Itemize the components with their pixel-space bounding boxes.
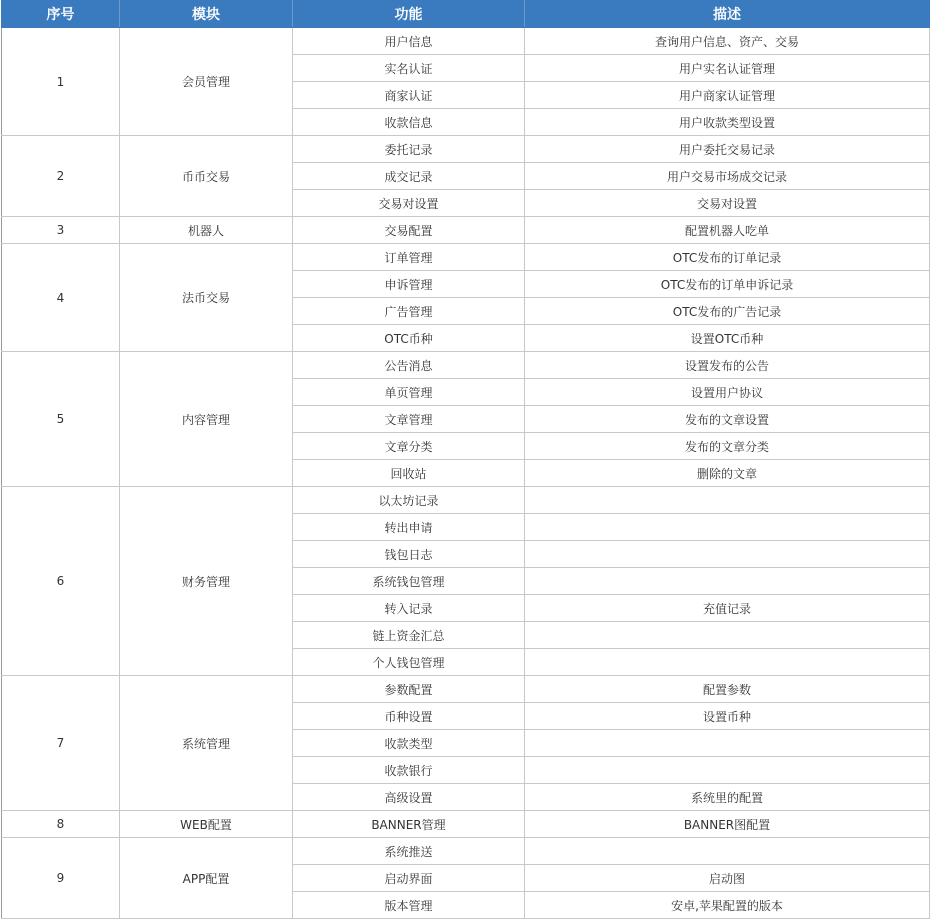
function-name: 钱包日志 (293, 541, 525, 568)
module-name: 财务管理 (120, 487, 293, 676)
function-description (525, 487, 930, 514)
function-description: 用户交易市场成交记录 (525, 163, 930, 190)
function-description: 交易对设置 (525, 190, 930, 217)
function-name: 版本管理 (293, 892, 525, 919)
function-name: 文章管理 (293, 406, 525, 433)
table-row (2, 676, 930, 703)
function-description (525, 649, 930, 676)
function-description: 启动图 (525, 865, 930, 892)
function-name: 公告消息 (293, 352, 525, 379)
table-row (2, 838, 930, 865)
function-name: 转入记录 (293, 595, 525, 622)
table-row (2, 217, 930, 244)
table-row (2, 28, 930, 55)
function-name: OTC币种 (293, 325, 525, 352)
function-description: 发布的文章设置 (525, 406, 930, 433)
function-description: 充值记录 (525, 595, 930, 622)
function-name: 系统推送 (293, 838, 525, 865)
module-name: 内容管理 (120, 352, 293, 487)
header-function: 功能 (293, 1, 525, 28)
function-name: 个人钱包管理 (293, 649, 525, 676)
function-name: 成交记录 (293, 163, 525, 190)
row-number: 6 (2, 487, 120, 676)
function-description: 发布的文章分类 (525, 433, 930, 460)
function-name: 商家认证 (293, 82, 525, 109)
header-module: 模块 (120, 1, 293, 28)
row-number: 9 (2, 838, 120, 919)
module-name: WEB配置 (120, 811, 293, 838)
function-name: 广告管理 (293, 298, 525, 325)
function-description: 用户实名认证管理 (525, 55, 930, 82)
function-description: OTC发布的广告记录 (525, 298, 930, 325)
function-name: 收款银行 (293, 757, 525, 784)
function-name: 委托记录 (293, 136, 525, 163)
function-name: 转出申请 (293, 514, 525, 541)
function-description: 设置OTC币种 (525, 325, 930, 352)
row-number: 4 (2, 244, 120, 352)
function-description (525, 514, 930, 541)
function-description (525, 757, 930, 784)
module-name: APP配置 (120, 838, 293, 919)
function-description: 用户商家认证管理 (525, 82, 930, 109)
function-name: 回收站 (293, 460, 525, 487)
module-name: 机器人 (120, 217, 293, 244)
module-name: 法币交易 (120, 244, 293, 352)
function-name: 启动界面 (293, 865, 525, 892)
row-number: 8 (2, 811, 120, 838)
function-name: 币种设置 (293, 703, 525, 730)
function-description (525, 541, 930, 568)
function-description (525, 838, 930, 865)
function-description: 安卓,苹果配置的版本 (525, 892, 930, 919)
function-name: 交易配置 (293, 217, 525, 244)
function-description: 系统里的配置 (525, 784, 930, 811)
header-description: 描述 (525, 1, 930, 28)
function-description: 查询用户信息、资产、交易 (525, 28, 930, 55)
table-row (2, 811, 930, 838)
function-description: 删除的文章 (525, 460, 930, 487)
function-name: 收款类型 (293, 730, 525, 757)
module-name: 系统管理 (120, 676, 293, 811)
function-name: 实名认证 (293, 55, 525, 82)
table-row (2, 487, 930, 514)
function-name: 单页管理 (293, 379, 525, 406)
function-description (525, 568, 930, 595)
function-description: OTC发布的订单记录 (525, 244, 930, 271)
row-number: 3 (2, 217, 120, 244)
function-description: 用户委托交易记录 (525, 136, 930, 163)
function-description: BANNER图配置 (525, 811, 930, 838)
function-name: 链上资金汇总 (293, 622, 525, 649)
table-row (2, 244, 930, 271)
function-description: OTC发布的订单申诉记录 (525, 271, 930, 298)
row-number: 7 (2, 676, 120, 811)
function-description: 配置机器人吃单 (525, 217, 930, 244)
row-number: 5 (2, 352, 120, 487)
table-body (2, 28, 930, 919)
function-description: 设置用户协议 (525, 379, 930, 406)
function-description (525, 622, 930, 649)
function-name: 收款信息 (293, 109, 525, 136)
function-description: 配置参数 (525, 676, 930, 703)
row-number: 1 (2, 28, 120, 136)
function-name: 申诉管理 (293, 271, 525, 298)
function-name: 用户信息 (293, 28, 525, 55)
module-name: 币币交易 (120, 136, 293, 217)
function-name: 以太坊记录 (293, 487, 525, 514)
table-row (2, 352, 930, 379)
function-description: 设置发布的公告 (525, 352, 930, 379)
function-description (525, 730, 930, 757)
header-row (2, 1, 930, 28)
feature-table (1, 0, 930, 919)
module-name: 会员管理 (120, 28, 293, 136)
function-description: 用户收款类型设置 (525, 109, 930, 136)
row-number: 2 (2, 136, 120, 217)
function-description: 设置币种 (525, 703, 930, 730)
function-name: 系统钱包管理 (293, 568, 525, 595)
function-name: BANNER管理 (293, 811, 525, 838)
header-no: 序号 (2, 1, 120, 28)
function-name: 订单管理 (293, 244, 525, 271)
function-name: 交易对设置 (293, 190, 525, 217)
function-name: 参数配置 (293, 676, 525, 703)
table-row (2, 136, 930, 163)
function-name: 高级设置 (293, 784, 525, 811)
function-name: 文章分类 (293, 433, 525, 460)
